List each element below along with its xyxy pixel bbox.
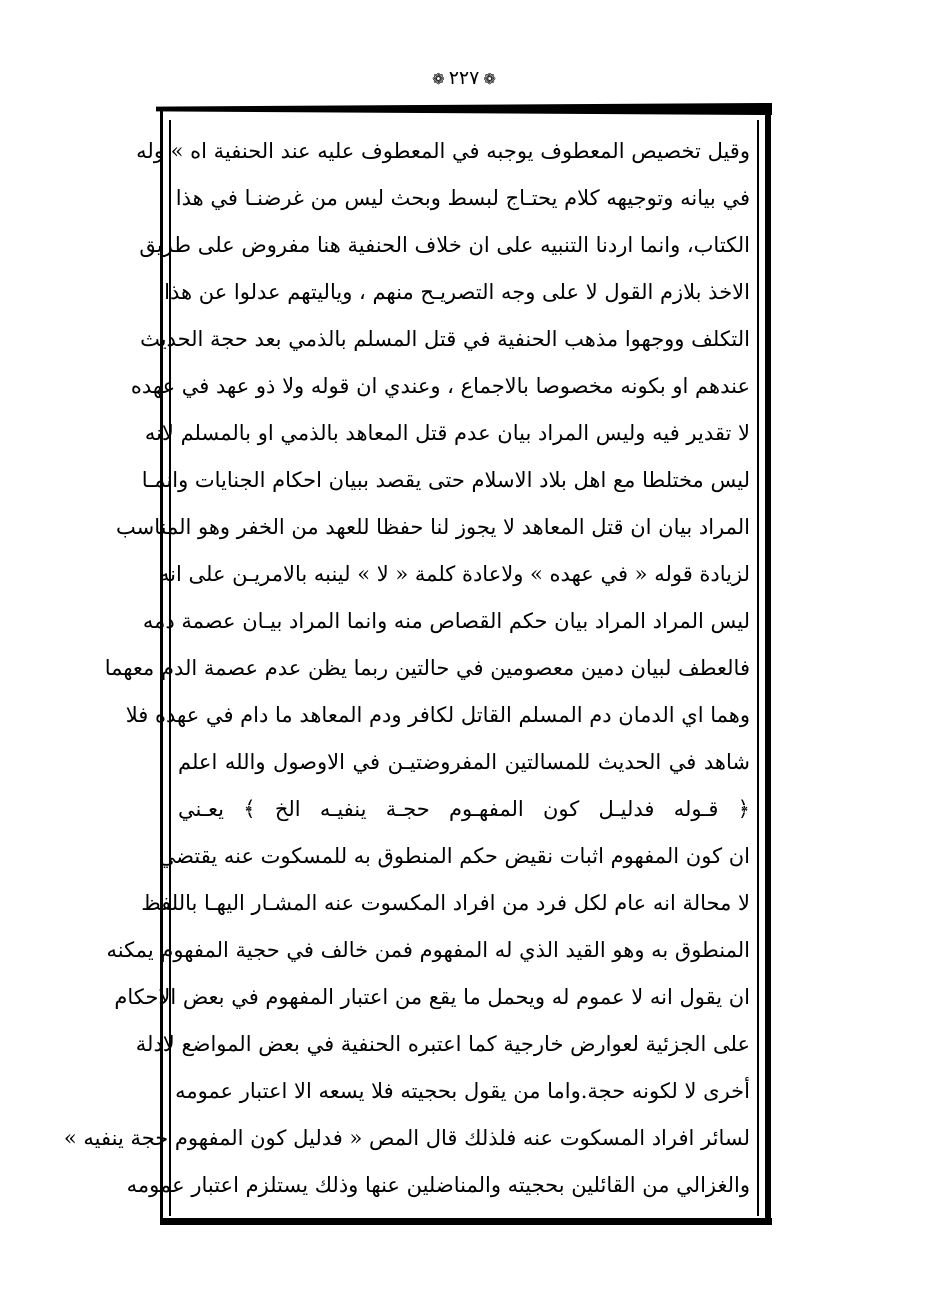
text-line: المنطوق به وهو القيد الذي له المفهوم فمن خالف في حجية المفهوم يمكنه [106,938,750,962]
main-text-block [63,128,750,1209]
frame-bottom-rule [160,1218,772,1225]
text-line: ليس المراد المراد بيان حكم القصاص منه وانما المراد بيـان عصمة دمه [142,609,750,633]
text-line: ان كون المفهوم اثبات نقيض حكم المنطوق به للمسكوت عنه يقتضي [158,844,750,868]
text-line: ليس مختلطا مع اهل بلاد الاسلام حتى يقصد ببيان احكام الجنايات وانمـا [141,468,750,492]
text-line: المراد بيان ان قتل المعاهد لا يجوز لنا حفظا للعهد من الخفر وهو المناسب [116,515,750,539]
text-line: وهما اي الدمان دم المسلم القاتل لكافر ودم المعاهد ما دام في عهده فلا [125,703,750,727]
text-line: عندهم او بكونه مخصوصا بالاجماع ، وعندي ان قوله ولا ذو عهد في عهده [130,374,750,398]
text-line: لزيادة قوله « في عهده » ولاعادة كلمة « لا » لينبه بالامريـن على انه [158,562,750,586]
text-line: ان يقول انه لا عموم له ويحمل ما يقع من اعتبار المفهوم في بعض الاحكام [114,985,750,1009]
frame-right-outer-rule [765,105,771,1225]
ornament-icon: ❁ [432,70,445,88]
ornament-icon: ❁ [483,70,496,88]
text-line: لسائر افراد المسكوت عنه فلذلك قال المص « فدليل كون المفهوم حجة ينفيه » [63,1126,750,1150]
text-line: وقيل تخصيص المعطوف يوجبه في المعطوف عليه عند الحنفية اه » وله [136,139,750,163]
text-line: في بيانه وتوجيهه كلام يحتـاج لبسط وبحث ليس من غرضنـا في هذا [175,186,750,210]
frame-right-inner-rule [757,120,759,1216]
text-line: والغزالي من القائلين بحجيته والمناضلين عنها وذلك يستلزم اعتبار عمومه [126,1173,750,1197]
text-line: لا محالة انه عام لكل فرد من افراد المكسوت عنه المشـار اليهـا باللفظ [141,891,750,915]
text-line: فالعطف لبيان دمين معصومين في حالتين ربما يظن عدم عصمة الدم معهما [104,656,750,680]
text-line: أخرى لا لكونه حجة.واما من يقول بحجيته فلا يسعه الا اعتبار عمومه [175,1079,750,1103]
text-line: على الجزئية لعوارض خارجية كما اعتبره الحنفية في بعض المواضع لادلة [135,1032,750,1056]
text-line: لا تقدير فيه وليس المراد بيان عدم قتل المعاهد بالذمي او بالمسلم لانه [144,421,750,445]
text-line: التكلف ووجهوا مذهب الحنفية في قتل المسلم بالذمي بعد حجة الحديث [140,327,750,351]
text-line: ﴿ قـوله فدليـل كون المفهـوم حجـة ينفيـه الخ ﴾ يعـني [178,797,750,821]
text-line: شاهد في الحديث للمسالتين المفروضتيـن في الاوصول والله اعلم [178,750,750,774]
page-number-header [0,66,928,91]
text-line: الكتاب، وانما اردنا التنبيه على ان خلاف الحنفية هنا مفروض على طريق [139,233,750,257]
frame-top-rule [156,103,771,115]
page-number: ٢٢٧ [448,67,480,89]
text-line: الاخذ بلازم القول لا على وجه التصريـح منهم ، وياليتهم عدلوا عن هذا [164,280,750,304]
